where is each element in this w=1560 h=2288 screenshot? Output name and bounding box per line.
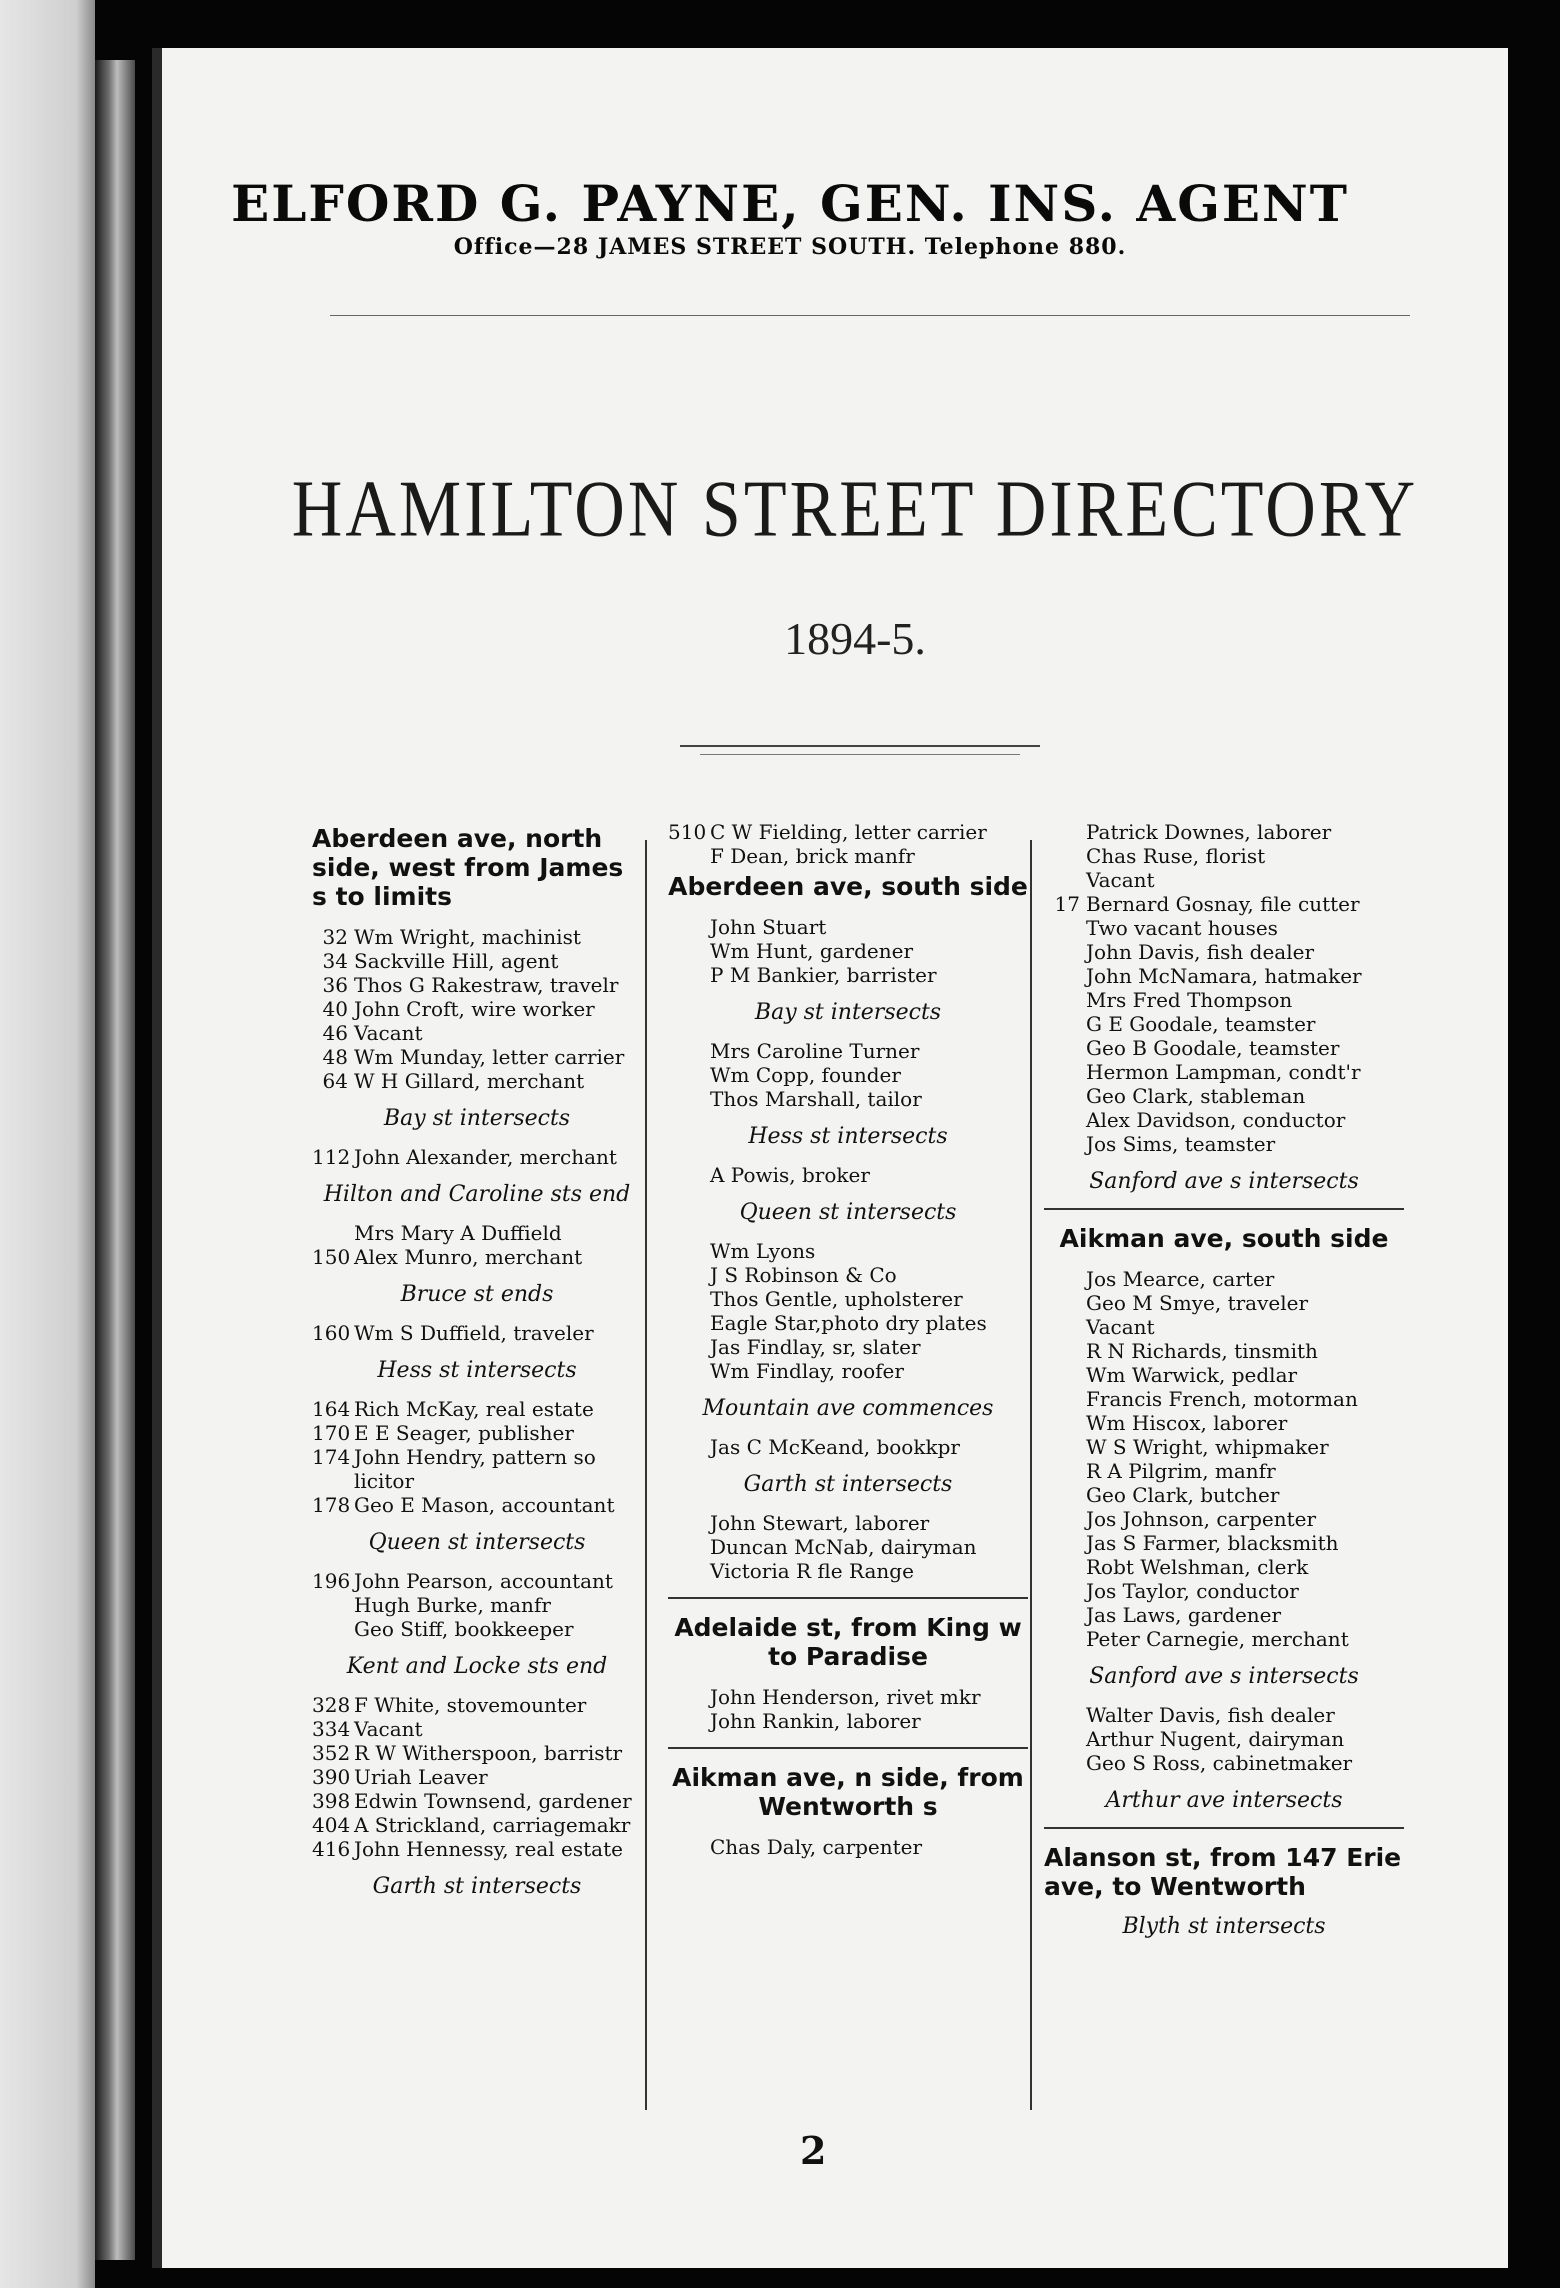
resident-name: Jas C McKeand, bookkpr xyxy=(710,1435,960,1459)
directory-entry xyxy=(1044,1060,1404,1084)
directory-entry xyxy=(312,1421,642,1445)
house-number xyxy=(668,1335,710,1359)
section-rule xyxy=(1044,1208,1404,1210)
section-rule xyxy=(668,1747,1028,1749)
resident-name: Thos G Rakestraw, travelr xyxy=(354,973,619,997)
resident-name: Vacant xyxy=(1086,1315,1155,1339)
directory-entry xyxy=(1044,1012,1404,1036)
directory-entry xyxy=(668,1559,1028,1583)
resident-name: Thos Marshall, tailor xyxy=(710,1087,922,1111)
directory-entry xyxy=(1044,1459,1404,1483)
column-divider xyxy=(1030,840,1032,2110)
page-number: 2 xyxy=(800,2128,827,2173)
resident-name: Sackville Hill, agent xyxy=(354,949,559,973)
directory-entry xyxy=(668,939,1028,963)
house-number xyxy=(1044,1579,1086,1603)
title-rule xyxy=(680,745,1040,747)
resident-name: Alex Munro, merchant xyxy=(354,1245,583,1269)
directory-entry xyxy=(1044,1108,1404,1132)
house-number xyxy=(1044,988,1086,1012)
intersection-note: Hess st intersects xyxy=(748,1124,948,1149)
house-number xyxy=(1044,1727,1086,1751)
directory-entry xyxy=(668,1511,1028,1535)
house-number: 334 xyxy=(312,1717,351,1741)
directory-entry xyxy=(1044,1339,1404,1363)
house-number: 34 xyxy=(322,949,348,973)
directory-entry xyxy=(1044,1363,1404,1387)
street-heading: Aikman ave, south side xyxy=(1059,1224,1389,1253)
section-rule xyxy=(668,1597,1028,1599)
scan-margin xyxy=(0,0,95,2288)
directory-entry xyxy=(1044,844,1404,868)
resident-name: Wm Hiscox, laborer xyxy=(1086,1411,1288,1435)
resident-name: Eagle Star,photo dry plates xyxy=(710,1311,987,1335)
resident-name: John Stewart, laborer xyxy=(710,1511,930,1535)
intersection-note: Hess st intersects xyxy=(377,1358,577,1383)
directory-entry xyxy=(668,820,1028,844)
resident-name: R N Richards, tinsmith xyxy=(1086,1339,1318,1363)
house-number xyxy=(1044,1387,1086,1411)
directory-entry xyxy=(1044,1387,1404,1411)
resident-name: Geo Clark, stableman xyxy=(1086,1084,1306,1108)
house-number xyxy=(1044,916,1086,940)
house-number xyxy=(1044,1108,1086,1132)
intersection-note: Sanford ave s intersects xyxy=(1089,1664,1359,1689)
directory-entry xyxy=(1044,1703,1404,1727)
house-number: 46 xyxy=(322,1021,348,1045)
house-number xyxy=(1044,1603,1086,1627)
directory-entry xyxy=(312,1221,642,1245)
directory-entry xyxy=(1044,1627,1404,1651)
resident-name: R A Pilgrim, manfr xyxy=(1086,1459,1276,1483)
directory-entry xyxy=(312,1493,642,1517)
directory-entry xyxy=(668,1263,1028,1287)
house-number xyxy=(668,1709,710,1733)
house-number xyxy=(668,1039,710,1063)
resident-name: Alex Davidson, conductor xyxy=(1086,1108,1346,1132)
directory-entry xyxy=(668,963,1028,987)
house-number: 416 xyxy=(312,1837,351,1861)
agent-name: ELFORD G. PAYNE, GEN. INS. AGENT xyxy=(231,174,1349,233)
directory-entry xyxy=(668,1435,1028,1459)
resident-name: John Stuart xyxy=(710,915,827,939)
header-rule xyxy=(330,315,1410,316)
resident-name: Geo E Mason, accountant xyxy=(354,1493,615,1517)
resident-name: Duncan McNab, dairyman xyxy=(710,1535,977,1559)
house-number xyxy=(1044,1315,1086,1339)
resident-name: John Croft, wire worker xyxy=(354,997,595,1021)
directory-entry xyxy=(312,1069,642,1093)
resident-name: Vacant xyxy=(354,1021,423,1045)
resident-name: Wm Copp, founder xyxy=(710,1063,901,1087)
directory-entry xyxy=(312,1045,642,1069)
resident-name: John Davis, fish dealer xyxy=(1086,940,1315,964)
resident-name: Jos Sims, teamster xyxy=(1086,1132,1276,1156)
directory-entry xyxy=(312,1569,642,1593)
intersection-note: Mountain ave commences xyxy=(702,1396,994,1421)
resident-name: Mrs Mary A Duffield xyxy=(354,1221,562,1245)
house-number xyxy=(1044,1435,1086,1459)
resident-name: Wm Warwick, pedlar xyxy=(1086,1363,1298,1387)
intersection-note: Hilton and Caroline sts end xyxy=(323,1182,631,1207)
house-number xyxy=(1044,940,1086,964)
intersection-note: Arthur ave intersects xyxy=(1105,1788,1343,1813)
house-number xyxy=(668,1435,710,1459)
page-title: HAMILTON STREET DIRECTORY xyxy=(291,465,1419,554)
resident-name: A Strickland, carriagemakr xyxy=(354,1813,631,1837)
house-number: 32 xyxy=(322,925,348,949)
house-number xyxy=(1044,1703,1086,1727)
advertisement-header xyxy=(170,176,1410,260)
directory-entry xyxy=(668,1335,1028,1359)
directory-entry xyxy=(1044,1435,1404,1459)
house-number xyxy=(668,1559,710,1583)
directory-entry xyxy=(668,1087,1028,1111)
resident-name: Edwin Townsend, gardener xyxy=(354,1789,632,1813)
house-number xyxy=(1044,1411,1086,1435)
house-number xyxy=(1044,868,1086,892)
house-number xyxy=(668,1835,710,1859)
house-number: 36 xyxy=(322,973,348,997)
house-number: 160 xyxy=(312,1321,351,1345)
directory-entry xyxy=(1044,1727,1404,1751)
resident-name: John McNamara, hatmaker xyxy=(1086,964,1362,988)
house-number xyxy=(1044,1267,1086,1291)
directory-entry xyxy=(1044,1507,1404,1531)
house-number xyxy=(1044,1483,1086,1507)
house-number xyxy=(668,1287,710,1311)
directory-entry xyxy=(668,1039,1028,1063)
house-number: 170 xyxy=(312,1421,351,1445)
directory-entry xyxy=(312,973,642,997)
resident-name: Patrick Downes, laborer xyxy=(1086,820,1332,844)
resident-name: Jos Mearce, carter xyxy=(1086,1267,1275,1291)
resident-name: Chas Daly, carpenter xyxy=(710,1835,923,1859)
resident-name: John Alexander, merchant xyxy=(354,1145,617,1169)
resident-name: John Rankin, laborer xyxy=(710,1709,921,1733)
house-number xyxy=(1044,1339,1086,1363)
directory-entry xyxy=(1044,892,1404,916)
resident-name: Thos Gentle, upholsterer xyxy=(710,1287,963,1311)
directory-entry xyxy=(312,1469,642,1493)
house-number: 404 xyxy=(312,1813,351,1837)
house-number xyxy=(668,1359,710,1383)
directory-entry xyxy=(1044,1267,1404,1291)
house-number xyxy=(668,1511,710,1535)
resident-name: Arthur Nugent, dairyman xyxy=(1086,1727,1345,1751)
street-heading: Adelaide st, from King w to Paradise xyxy=(674,1613,1022,1671)
intersection-note: Queen st intersects xyxy=(368,1530,586,1555)
resident-name: Geo M Smye, traveler xyxy=(1086,1291,1309,1315)
directory-entry xyxy=(312,1321,642,1345)
intersection-note: Sanford ave s intersects xyxy=(1089,1169,1359,1194)
directory-entry xyxy=(1044,940,1404,964)
directory-entry xyxy=(668,915,1028,939)
house-number xyxy=(1044,1459,1086,1483)
intersection-note: Blyth st intersects xyxy=(1122,1914,1326,1939)
resident-name: Bernard Gosnay, file cutter xyxy=(1086,892,1360,916)
directory-entry xyxy=(668,844,1028,868)
house-number xyxy=(668,1263,710,1287)
resident-name: Victoria R fle Range xyxy=(710,1559,914,1583)
directory-entry xyxy=(312,1789,642,1813)
resident-name: John Henderson, rivet mkr xyxy=(710,1685,981,1709)
house-number xyxy=(1044,820,1086,844)
directory-entry xyxy=(1044,988,1404,1012)
house-number: 112 xyxy=(312,1145,351,1169)
house-number xyxy=(312,1593,354,1617)
directory-entry xyxy=(1044,1291,1404,1315)
house-number xyxy=(668,963,710,987)
directory-entry xyxy=(312,1021,642,1045)
resident-name: Chas Ruse, florist xyxy=(1086,844,1266,868)
street-heading: Aberdeen ave, south side xyxy=(668,872,1028,901)
resident-name: W H Gillard, merchant xyxy=(354,1069,585,1093)
directory-entry xyxy=(312,1813,642,1837)
directory-entry xyxy=(668,1163,1028,1187)
directory-entry xyxy=(1044,1531,1404,1555)
resident-name: F Dean, brick manfr xyxy=(710,844,915,868)
resident-name: A Powis, broker xyxy=(710,1163,870,1187)
directory-entry xyxy=(668,1685,1028,1709)
directory-column-1 xyxy=(312,820,642,1913)
house-number: 352 xyxy=(312,1741,351,1765)
section-rule xyxy=(1044,1827,1404,1829)
directory-entry xyxy=(312,949,642,973)
directory-entry xyxy=(312,997,642,1021)
directory-entry xyxy=(1044,1579,1404,1603)
directory-entry xyxy=(1044,1084,1404,1108)
intersection-note: Kent and Locke sts end xyxy=(346,1654,608,1679)
resident-name: Wm Wright, machinist xyxy=(354,925,581,949)
house-number xyxy=(1044,1507,1086,1531)
directory-entry xyxy=(668,1835,1028,1859)
house-number xyxy=(1044,1751,1086,1775)
resident-name: Geo Clark, butcher xyxy=(1086,1483,1280,1507)
resident-name: G E Goodale, teamster xyxy=(1086,1012,1316,1036)
resident-name: F White, stovemounter xyxy=(354,1693,587,1717)
resident-name: Hermon Lampman, condt'r xyxy=(1086,1060,1361,1084)
resident-name: E E Seager, publisher xyxy=(354,1421,574,1445)
resident-name: John Pearson, accountant xyxy=(354,1569,613,1593)
resident-name: J S Robinson & Co xyxy=(710,1263,897,1287)
house-number: 40 xyxy=(322,997,348,1021)
directory-entry xyxy=(312,1145,642,1169)
directory-entry xyxy=(312,1837,642,1861)
resident-name: Jos Johnson, carpenter xyxy=(1086,1507,1317,1531)
page-year: 1894-5. xyxy=(784,613,926,664)
directory-entry xyxy=(668,1359,1028,1383)
resident-name: Jas S Farmer, blacksmith xyxy=(1086,1531,1339,1555)
column-divider xyxy=(645,840,647,2110)
house-number xyxy=(668,939,710,963)
directory-entry xyxy=(668,1709,1028,1733)
house-number xyxy=(668,1163,710,1187)
resident-name: P M Bankier, barrister xyxy=(710,963,937,987)
resident-name: Geo Stiff, bookkeeper xyxy=(354,1617,574,1641)
resident-name: Jos Taylor, conductor xyxy=(1086,1579,1299,1603)
directory-entry xyxy=(1044,1315,1404,1339)
intersection-note: Queen st intersects xyxy=(739,1200,957,1225)
house-number xyxy=(1044,964,1086,988)
house-number xyxy=(668,1685,710,1709)
resident-name: Walter Davis, fish dealer xyxy=(1086,1703,1335,1727)
directory-entry xyxy=(312,1617,642,1641)
directory-entry xyxy=(312,1245,642,1269)
house-number xyxy=(668,1311,710,1335)
street-heading: Alanson st, from 147 Erie ave, to Wentworth xyxy=(1044,1843,1402,1901)
house-number: 150 xyxy=(312,1245,351,1269)
intersection-note: Bay st intersects xyxy=(754,1000,942,1025)
house-number xyxy=(1044,1036,1086,1060)
house-number xyxy=(1044,844,1086,868)
resident-name: Jas Laws, gardener xyxy=(1086,1603,1282,1627)
resident-name: John Hennessy, real estate xyxy=(354,1837,623,1861)
directory-entry xyxy=(668,1063,1028,1087)
resident-name: Vacant xyxy=(354,1717,423,1741)
directory-entry xyxy=(1044,1036,1404,1060)
directory-entry xyxy=(1044,916,1404,940)
intersection-note: Garth st intersects xyxy=(372,1874,582,1899)
title-rule-thin xyxy=(700,754,1020,755)
house-number: 64 xyxy=(322,1069,348,1093)
directory-entry xyxy=(312,1765,642,1789)
directory-entry xyxy=(668,1239,1028,1263)
directory-entry xyxy=(312,1693,642,1717)
resident-name: licitor xyxy=(354,1469,415,1493)
directory-entry xyxy=(1044,1555,1404,1579)
resident-name: Wm Lyons xyxy=(710,1239,816,1263)
resident-name: Wm S Duffield, traveler xyxy=(354,1321,594,1345)
book-spine xyxy=(95,60,135,2260)
house-number: 174 xyxy=(312,1445,351,1469)
street-heading: Aikman ave, n side, from Wentworth s xyxy=(672,1763,1024,1821)
street-heading: Aberdeen ave, north side, west from James s to limits xyxy=(312,824,624,911)
directory-entry xyxy=(668,1287,1028,1311)
resident-name: Wm Munday, letter carrier xyxy=(354,1045,625,1069)
directory-entry xyxy=(668,1535,1028,1559)
resident-name: Peter Carnegie, merchant xyxy=(1086,1627,1349,1651)
house-number: 390 xyxy=(312,1765,351,1789)
house-number xyxy=(1044,1363,1086,1387)
intersection-note: Bruce st ends xyxy=(400,1282,554,1307)
house-number xyxy=(1044,1531,1086,1555)
resident-name: C W Fielding, letter carrier xyxy=(710,820,987,844)
resident-name: W S Wright, whipmaker xyxy=(1086,1435,1329,1459)
resident-name: Mrs Caroline Turner xyxy=(710,1039,920,1063)
directory-column-2 xyxy=(668,820,1028,1859)
resident-name: R W Witherspoon, barristr xyxy=(354,1741,623,1765)
house-number xyxy=(668,1063,710,1087)
directory-entry xyxy=(1044,964,1404,988)
directory-column-3 xyxy=(1044,820,1404,1953)
house-number: 196 xyxy=(312,1569,351,1593)
house-number xyxy=(668,1087,710,1111)
house-number xyxy=(1044,1084,1086,1108)
resident-name: Rich McKay, real estate xyxy=(354,1397,594,1421)
house-number xyxy=(668,1535,710,1559)
directory-entry xyxy=(668,1311,1028,1335)
directory-entry xyxy=(1044,1132,1404,1156)
house-number xyxy=(1044,1291,1086,1315)
directory-entry xyxy=(312,1397,642,1421)
house-number xyxy=(1044,1555,1086,1579)
resident-name: Geo S Ross, cabinetmaker xyxy=(1086,1751,1353,1775)
directory-entry xyxy=(312,1717,642,1741)
intersection-note: Garth st intersects xyxy=(743,1472,953,1497)
directory-entry xyxy=(312,1445,642,1469)
house-number: 48 xyxy=(322,1045,348,1069)
directory-entry xyxy=(1044,1751,1404,1775)
resident-name: Robt Welshman, clerk xyxy=(1086,1555,1309,1579)
house-number xyxy=(668,844,710,868)
house-number xyxy=(1044,1132,1086,1156)
resident-name: Wm Hunt, gardener xyxy=(710,939,914,963)
house-number xyxy=(312,1617,354,1641)
resident-name: John Hendry, pattern so xyxy=(354,1445,596,1469)
house-number xyxy=(1044,1012,1086,1036)
resident-name: Geo B Goodale, teamster xyxy=(1086,1036,1340,1060)
house-number xyxy=(1044,1627,1086,1651)
resident-name: Two vacant houses xyxy=(1086,916,1278,940)
resident-name: Wm Findlay, roofer xyxy=(710,1359,904,1383)
resident-name: Mrs Fred Thompson xyxy=(1086,988,1293,1012)
directory-entry xyxy=(312,1593,642,1617)
house-number: 178 xyxy=(312,1493,351,1517)
house-number: 164 xyxy=(312,1397,351,1421)
office-line: Office—28 JAMES STREET SOUTH. Telephone 880. xyxy=(453,234,1127,260)
resident-name: Uriah Leaver xyxy=(354,1765,488,1789)
directory-entry xyxy=(1044,1411,1404,1435)
directory-entry xyxy=(1044,1483,1404,1507)
directory-entry xyxy=(1044,868,1404,892)
house-number xyxy=(312,1469,354,1493)
directory-entry xyxy=(1044,820,1404,844)
house-number xyxy=(1044,1060,1086,1084)
house-number: 510 xyxy=(668,820,707,844)
directory-entry xyxy=(312,925,642,949)
house-number xyxy=(668,915,710,939)
directory-entry xyxy=(312,1741,642,1765)
house-number xyxy=(312,1221,354,1245)
house-number: 398 xyxy=(312,1789,351,1813)
intersection-note: Bay st intersects xyxy=(383,1106,571,1131)
resident-name: Vacant xyxy=(1086,868,1155,892)
house-number: 17 xyxy=(1054,892,1080,916)
house-number xyxy=(668,1239,710,1263)
directory-entry xyxy=(1044,1603,1404,1627)
resident-name: Hugh Burke, manfr xyxy=(354,1593,551,1617)
resident-name: Francis French, motorman xyxy=(1086,1387,1358,1411)
resident-name: Jas Findlay, sr, slater xyxy=(710,1335,921,1359)
house-number: 328 xyxy=(312,1693,351,1717)
